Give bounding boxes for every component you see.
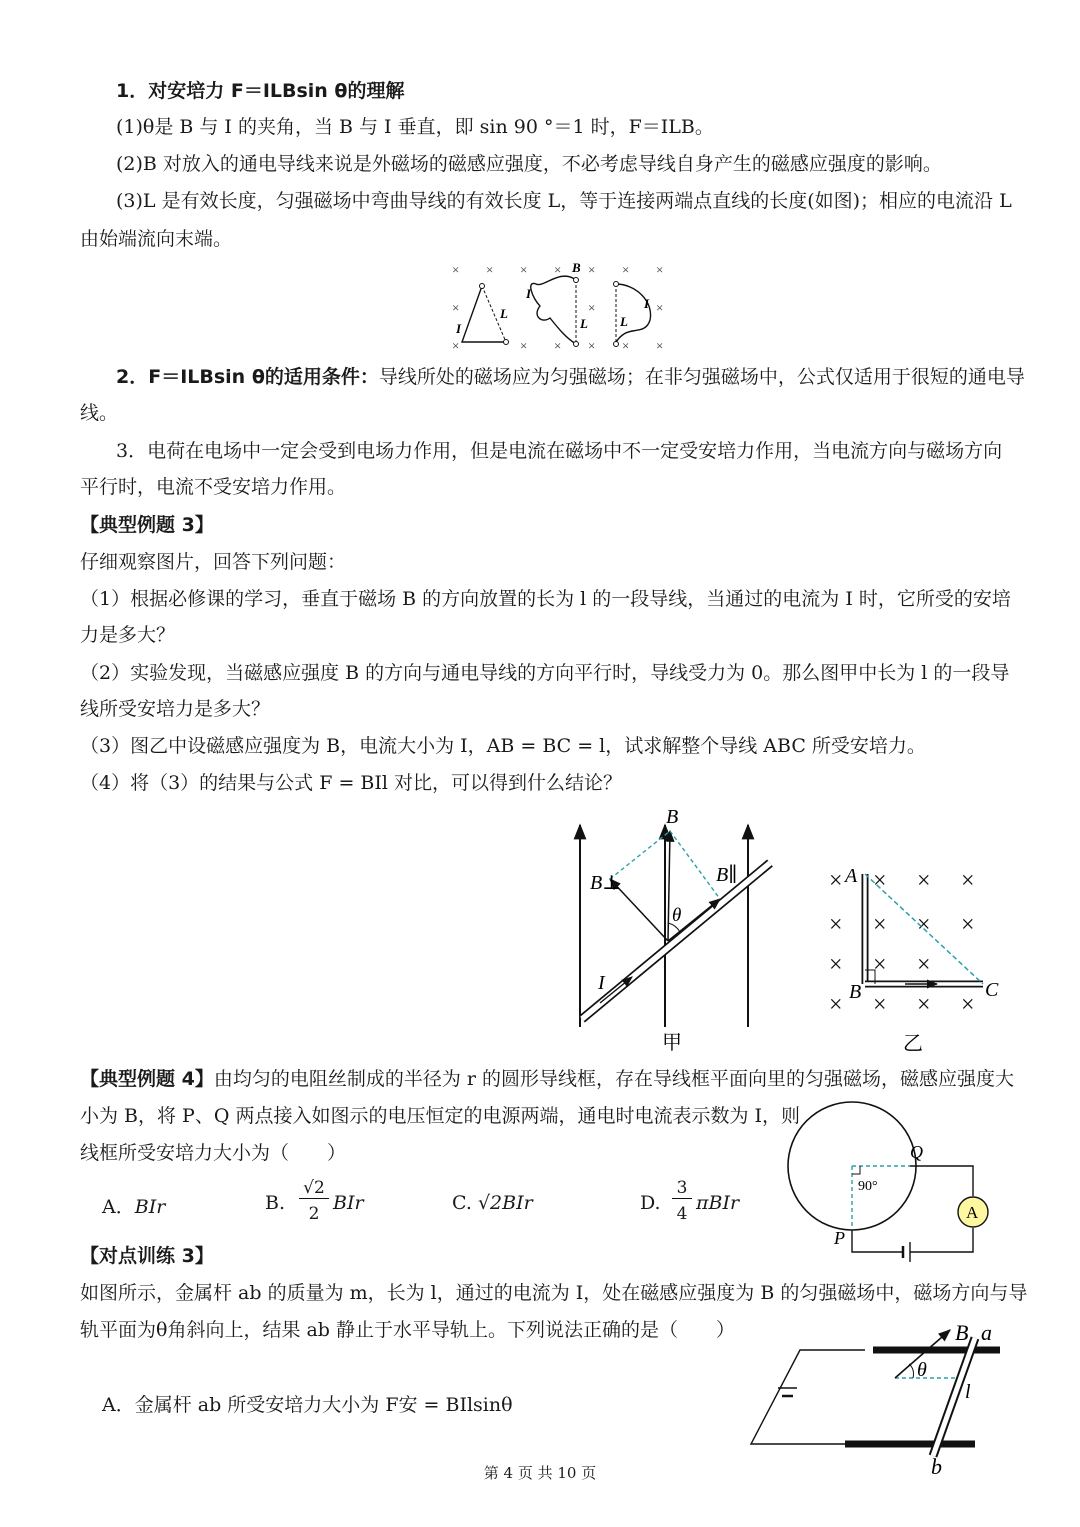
svg-text:×: × <box>961 992 975 1018</box>
label-theta: θ <box>672 905 682 926</box>
svg-text:×: × <box>452 262 460 277</box>
section1-p3a: (3)L 是有效长度，匀强磁场中弯曲导线的有效长度 L，等于连接两端点直线的长度(如图)；相应的电流沿 L <box>116 190 1012 212</box>
example3-q4: （4）将（3）的结果与公式 F = BIl 对比，可以得到什么结论？ <box>80 772 622 794</box>
section2-text: 导线所处的磁场应为匀强磁场；在非匀强磁场中，公式仅适用于很短的通电导 <box>378 366 1025 388</box>
svg-text:×: × <box>917 952 931 978</box>
label-L-3: L <box>620 314 628 329</box>
option-C: C. √2BIr <box>452 1192 533 1214</box>
svg-text:×: × <box>452 338 460 353</box>
circuit-wire <box>751 1350 865 1444</box>
section1-p2: (2)B 对放入的通电导线来说是外磁场的磁感应强度，不必考虑导线自身产生的磁感应强度的影响。 <box>116 153 942 175</box>
example3-q3: （3）图乙中设磁感应强度为 B，电流大小为 I，AB = BC = l，试求解整个导线 ABC 所受安培力。 <box>80 735 926 757</box>
label-B: B <box>955 1320 969 1345</box>
label-B: B <box>666 806 679 828</box>
label-Q: Q <box>910 1142 923 1162</box>
svg-text:×: × <box>622 338 630 353</box>
svg-text:×: × <box>917 912 931 938</box>
label-a: a <box>981 1320 992 1345</box>
section1-p3b: 由始端流向末端。 <box>80 228 233 250</box>
training3-line2: 轨平面为θ角斜向上，结果 ab 静止于水平导轨上。下列说法正确的是（ ） <box>80 1319 736 1341</box>
example4-line2: 小为 B，将 P、Q 两点接入如图示的电压恒定的电源两端，通电时电流表示数为 I，则 <box>80 1105 800 1127</box>
svg-text:×: × <box>622 262 630 277</box>
training3-line1: 如图所示，金属杆 ab 的质量为 m，长为 l，通过的电流为 I，处在磁感应强度为 B 的匀强磁场中，磁场方向与导 <box>80 1282 1028 1304</box>
svg-text:×: × <box>656 338 664 353</box>
svg-text:×: × <box>588 300 596 315</box>
label-B: B <box>849 981 862 1003</box>
label-b: b <box>931 1454 942 1479</box>
label-C: C <box>985 979 999 1001</box>
example4-line3: 线框所受安培力大小为（ ） <box>80 1142 347 1164</box>
example4-line1 <box>80 1066 1014 1092</box>
svg-text:×: × <box>829 868 843 894</box>
label-theta: θ <box>917 1359 927 1381</box>
example4-title: 【典型例题 4】 <box>80 1068 214 1090</box>
label-B-par: B∥ <box>716 864 738 886</box>
svg-text:×: × <box>520 338 528 353</box>
svg-text:×: × <box>520 262 528 277</box>
svg-text:×: × <box>588 262 596 277</box>
label-B: B <box>572 260 581 275</box>
svg-text:×: × <box>873 868 887 894</box>
figure-yi <box>825 860 1015 1060</box>
page-footer: 第 4 页 共 10 页 <box>483 1464 597 1482</box>
section3-line2: 平行时，电流不受安培力作用。 <box>80 476 347 498</box>
section1-title: 1．对安培力 F＝ILBsin θ的理解 <box>116 80 405 102</box>
circuit-figure <box>780 1100 995 1260</box>
svg-text:×: × <box>917 992 931 1018</box>
example4-text-a: 由均匀的电阻丝制成的半径为 r 的圆形导线框，存在导线框平面向里的匀强磁场，磁感应强度大 <box>213 1068 1015 1090</box>
svg-text:×: × <box>656 300 664 315</box>
option-A: A．BIr <box>102 1196 166 1218</box>
bent-wire-2 <box>531 276 576 344</box>
svg-text:×: × <box>873 952 887 978</box>
svg-text:×: × <box>829 992 843 1018</box>
label-B-perp: B⊥ <box>590 872 622 894</box>
caption-yi: 乙 <box>903 1033 923 1055</box>
ammeter-label: A <box>966 1203 979 1222</box>
example3-q1a: （1）根据必修课的学习，垂直于磁场 B 的方向放置的长为 l 的一段导线，当通过的电流为 I 时，它所受的安培 <box>80 588 1011 610</box>
svg-text:×: × <box>588 338 596 353</box>
svg-text:×: × <box>961 912 975 938</box>
label-I-3: I <box>644 296 650 311</box>
section3-line1: 3．电荷在电场中一定会受到电场力作用，但是电流在磁场中不一定受安培力作用，当电流方向与磁场方向 <box>116 440 1003 462</box>
example3-q2a: （2）实验发现，当磁感应强度 B 的方向与通电导线的方向平行时，导线受力为 0。那么图甲中长为 l 的一段导 <box>80 662 1010 684</box>
example3-intro: 仔细观察图片，回答下列问题： <box>80 551 347 573</box>
cross-marks <box>452 262 663 353</box>
svg-text:×: × <box>873 912 887 938</box>
label-l: l <box>965 1381 971 1403</box>
current-arrow <box>600 977 632 1003</box>
rails-figure <box>745 1318 1015 1478</box>
section2-line2: 线。 <box>80 402 119 424</box>
svg-text:×: × <box>961 868 975 894</box>
label-90-degree: 90° <box>858 1179 878 1194</box>
caption-jia: 甲 <box>662 1032 682 1054</box>
label-I-1: I <box>456 321 462 336</box>
label-P: P <box>834 1228 845 1248</box>
section2-line1 <box>116 364 1025 390</box>
svg-text:×: × <box>829 952 843 978</box>
svg-text:×: × <box>656 262 664 277</box>
svg-text:×: × <box>554 262 562 277</box>
svg-text:×: × <box>452 300 460 315</box>
training3-title: 【对点训练 3】 <box>80 1245 214 1267</box>
svg-text:×: × <box>873 992 887 1018</box>
svg-text:×: × <box>554 338 562 353</box>
training3-optionA: A．金属杆 ab 所受安培力大小为 F安 = BIlsinθ <box>102 1394 513 1416</box>
label-L-2: L <box>580 316 588 331</box>
section2-title: 2．F＝ILBsin θ的适用条件： <box>116 366 379 388</box>
example3-q1b: 力是多大？ <box>80 624 176 646</box>
projection-dash-2 <box>670 831 720 899</box>
figure-jia <box>570 805 790 1055</box>
example3-title: 【典型例题 3】 <box>80 514 214 536</box>
effective-length-figure <box>440 258 680 358</box>
svg-text:×: × <box>829 912 843 938</box>
svg-text:×: × <box>917 868 931 894</box>
section1-p1: (1)θ是 B 与 I 的夹角，当 B 与 I 垂直，即 sin 90 °＝1 时，F＝ILB。 <box>116 116 714 138</box>
label-L-1: L <box>500 306 508 321</box>
example3-q2b: 线所受安培力是多大？ <box>80 698 271 720</box>
vector-B <box>668 831 670 941</box>
label-A: A <box>845 865 858 887</box>
svg-text:×: × <box>486 262 494 277</box>
label-I-2: I <box>526 286 532 301</box>
label-I: I <box>598 972 605 994</box>
